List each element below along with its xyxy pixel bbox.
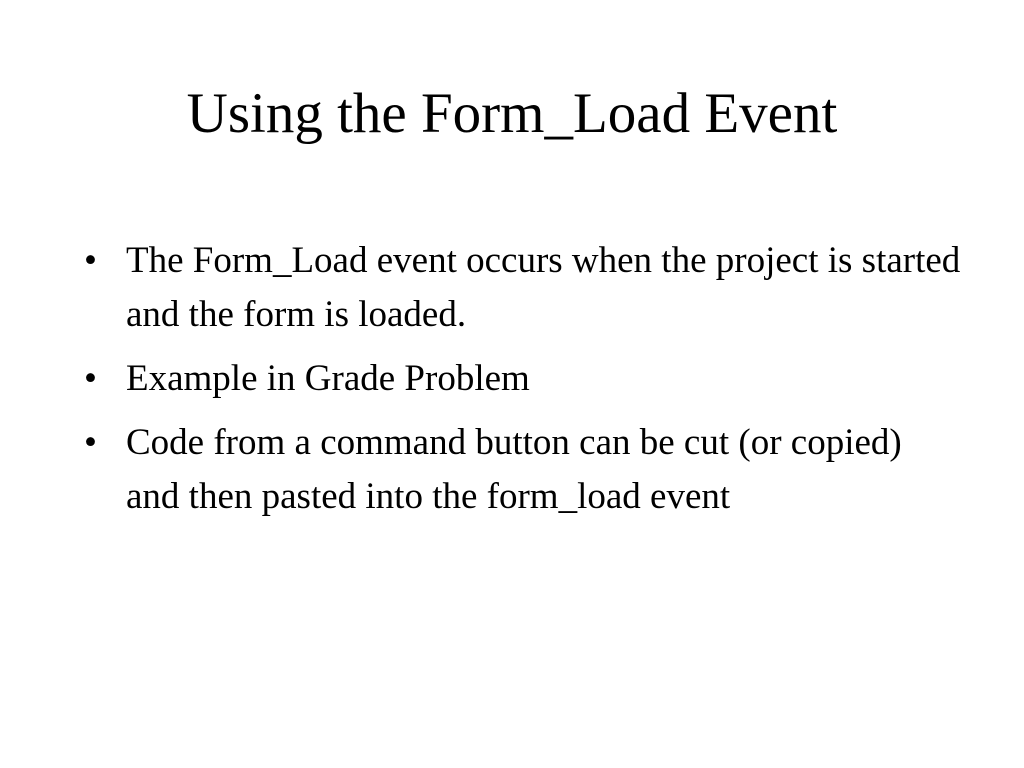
bullet-item	[84, 352, 964, 406]
bullet-dot-icon: •	[84, 240, 97, 281]
bullet-item	[84, 416, 964, 524]
bullet-text: Code from a command button can be cut (or copied) and then pasted into the form_load event	[126, 422, 902, 517]
bullet-dot-icon: •	[84, 358, 97, 399]
bullet-item	[84, 234, 964, 342]
slide-title: Using the Form_Load Event	[186, 82, 838, 145]
bullet-dot-icon: •	[84, 422, 97, 463]
bullet-list	[84, 234, 964, 534]
bullet-text: Example in Grade Problem	[126, 358, 530, 399]
bullet-text: The Form_Load event occurs when the project is started and the form is loaded.	[126, 240, 961, 335]
